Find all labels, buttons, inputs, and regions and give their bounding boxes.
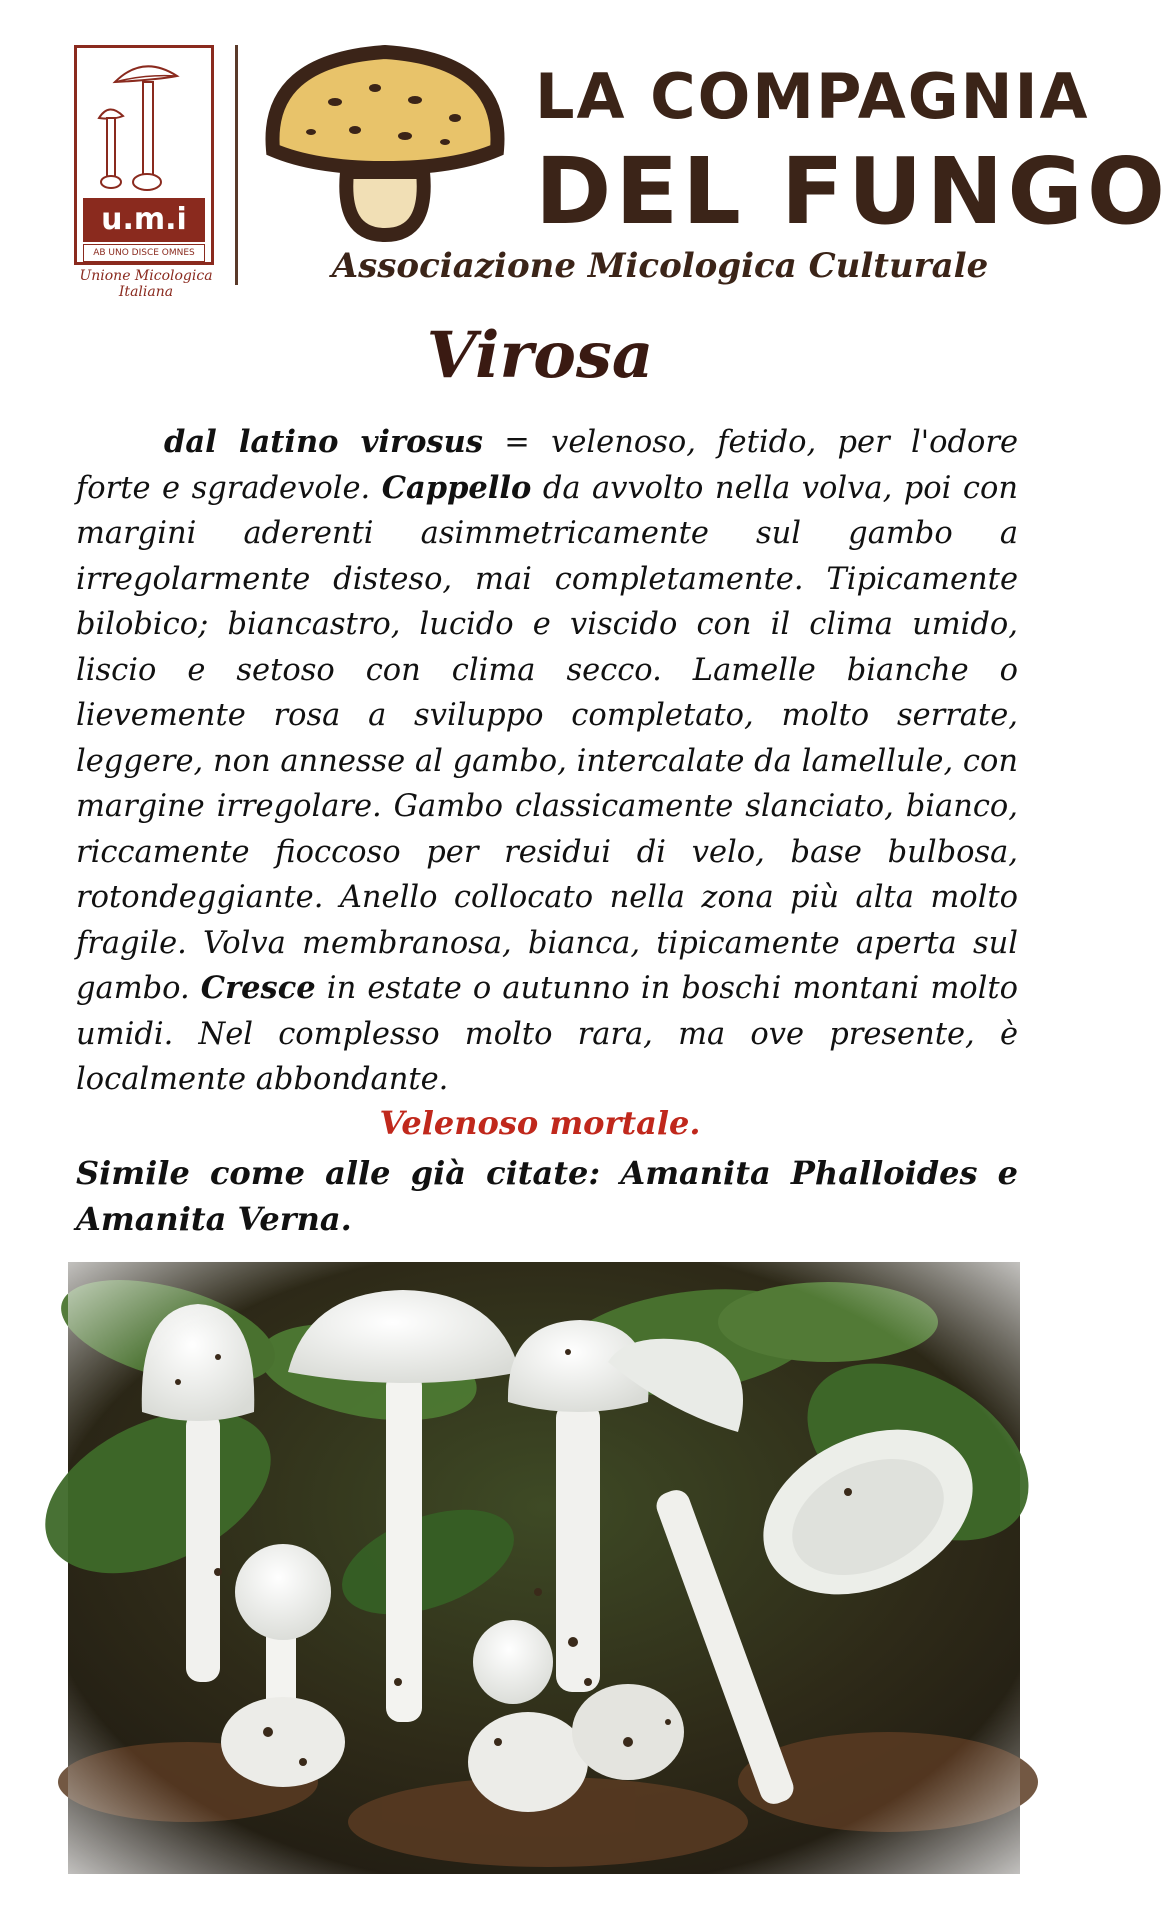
umi-logo-text: u.m.i [83,198,205,242]
umi-logo [74,45,214,265]
similar-species: Simile come alle già citate: Amanita Phalloides e Amanita Verna. [76,1154,1018,1238]
grows-label: Cresce [200,970,316,1006]
etymology-term: dal latino virosus [164,424,483,460]
etymology-text: = velenoso, fetido, per l'odore forte e sgradevole. [76,425,1019,506]
page-title: Virosa [426,318,654,393]
mushroom-photo [68,1262,1020,1874]
brand-name-line2: DEL FUNGO [535,138,1169,245]
description-paragraph [76,420,1018,1103]
mushroom-logo-icon [255,30,515,250]
toxicity-warning: Velenoso mortale. [379,1104,701,1142]
header-divider [235,45,238,285]
umi-caption: Unione Micologica Italiana [79,268,213,300]
amanita-virosa-photo-image [68,1262,1020,1874]
cap-description: da avvolto nella volva, poi con margini aderenti asimmetricamente sul gambo a irregolarmente disteso, mai completamente. Tipicamente bilobico; biancastro, lucido e viscido con il clima umido, liscio e setoso con clima secco. Lamelle bianche o lievemente rosa a sviluppo completato, molto serrate, leggere, non annesse al gambo, intercalate da lamellule, con margine irregolare. Gambo classicamente slanciato, bianco, riccamente fioccoso per residui di velo, base bulbosa, rotondeggiante. Anello collocato nella zona più alta molto fragile. Volva membranosa, bianca, tipicamente aperta sul gambo. [76,470,1018,1006]
umi-mushroom-icon [85,54,205,199]
umi-motto: AB UNO DISCE OMNES [83,244,205,262]
brand-subtitle: Associazione Micologica Culturale [331,246,989,286]
grows-description: in estate o autunno in boschi montani molto umidi. Nel complesso molto rara, ma ove presente, è localmente abbondante. [76,971,1018,1097]
cap-label: Cappello [381,469,532,506]
brand-name-line1: LA COMPAGNIA [535,60,1090,133]
